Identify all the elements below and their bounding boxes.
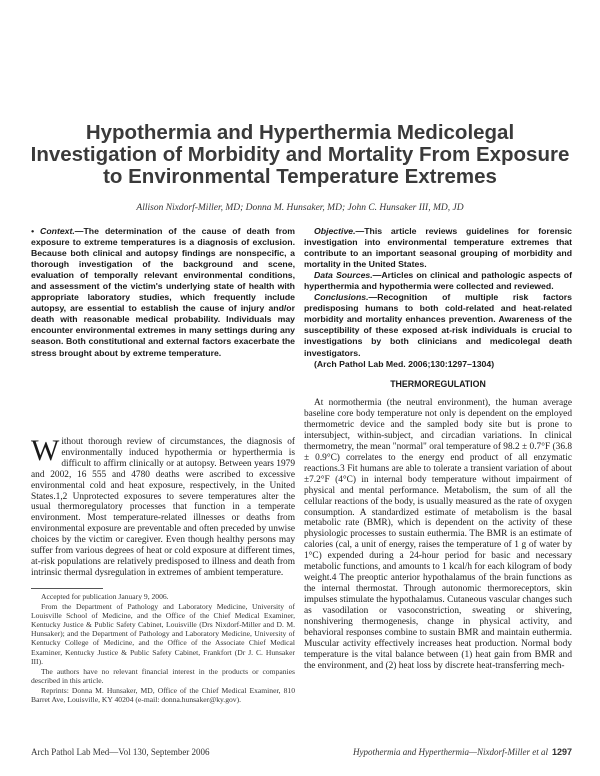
conclusions-label: Conclusions.—: [314, 292, 378, 303]
running-footer: [353, 747, 572, 757]
abstract-context: [31, 226, 295, 359]
title-line: Investigation of Morbidity and Mortality From Exposure: [30, 143, 570, 166]
drop-cap: W: [31, 434, 60, 467]
footnote-rule: [31, 588, 103, 589]
title-line: Hypothermia and Hyperthermia Medicolegal: [85, 121, 515, 144]
objective-label: Objective.—: [314, 226, 365, 236]
accepted-note: Accepted for publication January 9, 2006.: [41, 592, 169, 601]
article-title: [20, 122, 580, 188]
conflict-note: The authors have no relevant financial interest in the products or companies described in this article.: [31, 666, 295, 685]
author-list: Allison Nixdorf-Miller, MD; Donna M. Hunsaker, MD; John C. Hunsaker III, MD, JD: [136, 203, 464, 213]
conclusions-text: Recognition of multiple risk factors predisposing humans to both cold-related and heat-related morbidity and mortality enhances prevention. Awareness of the susceptibility of these exposed at-risk individuals is crucial to investigations by both clinicians and medicolegal death investigators.: [304, 292, 572, 358]
thermoregulation-body: [304, 398, 572, 672]
affiliation-note: From the Department of Pathology and Laboratory Medicine, University of Louisville School of Medicine, and the Office of the Chief Medical Examiner, Kentucky Justice & Public Safety Cabinet, Louisville (Drs Nixdorf-Miller and D. M. Hunsaker); and the Department of Pathology and Laboratory Medicine, University of Kentucky College of Medicine, and the Office of the Associate Chief Medical Examiner, Kentucky Justice & Public Safety Cabinet, Frankfort (Dr J. C. Hunsaker III).: [31, 602, 295, 666]
objective-text: This article reviews guidelines for forensic investigation into environmental temperature extremes that contribute to an important seasonal grouping of morbidity and mortality in the United States.: [304, 226, 572, 270]
intro-text: ithout thorough review of circumstances, the diagnosis of environmentally induced hypothermia or hyperthermia is difficult to affirm clinically or at autopsy. Between years 1979 and 2002, 16 555 and 4780 deaths were ascribed to excessive environmental cold and heat exposure, respectively, in the United States.1,2 Unprotected exposures to severe temperatures alter the usual thermoregulatory processes that function in a temperate environment. Most temperature-related illnesses or deaths from environmental exposure are preventable and often preceded by unwise choices by the victim or caregiver. Even though healthy persons may suffer from various degrees of heat or cold exposure at different times, at-risk populations are relatively predisposed to illness and death from intrinsic thermal dysregulation in extremes of ambient temperature.: [31, 437, 295, 578]
reprints-note: Reprints: Donna M. Hunsaker, MD, Office of the Chief Medical Examiner, 810 Barret Ave, Louisville, KY 40204 (e-mail: donna.hunsaker@ky.gov).: [31, 685, 295, 705]
intro-paragraph: [31, 434, 295, 579]
sources-label: Data Sources.—: [314, 270, 382, 281]
running-title: Hypothermia and Hyperthermia—Nixdorf-Miller et al: [352, 747, 548, 757]
citation: (Arch Pathol Lab Med. 2006;130:1297–1304): [314, 358, 495, 369]
section-heading: THERMOREGULATION: [390, 379, 486, 389]
sources-text: Articles on clinical and pathologic aspects of hyperthermia and hypothermia were collected and reviewed.: [304, 270, 572, 292]
context-text: The determination of the cause of death from exposure to extreme temperatures is a diagnosis of exclusion. Because both clinical and autopsy findings are nonspecific, a thorough investigation of the background and scene, evaluation of temporally relevant environmental conditions, and assessment of the victim's underlying state of health with appropriate laboratory studies, which frequently include autopsy, are essential to establish the cause of injury and/or death with reasonable medical probability. Individuals may encounter environmental extremes in many settings during any season. Both constitutional and external factors exacerbate the stress brought about by extreme temperature.: [31, 226, 295, 358]
context-label: • Context.—: [31, 226, 84, 236]
journal-footer: Arch Pathol Lab Med—Vol 130, September 2006: [31, 747, 210, 757]
thermo-paragraph: At normothermia (the neutral environment), the human average baseline core body temperature not only is dependent on the employed thermometric device and the sampled body site but is prone to intersubject, within-subject, and circadian variations. In clinical thermometry, the mean "normal" oral temperature of 98.2 ± 0.7°F (36.8 ± 0.9°C) correlates to the energy end product of all enzymatic reactions.3 Fit humans are able to tolerate a transient variation of about ±7.2°F (4°C) in internal body temperature without impairment of physical and mental performance. Metabolism, the sum of all the cellular reactions of the body, is usually measured as the rate of oxygen consumption. A standardized estimate of metabolism is the basal metabolic rate (BMR), which is dependent on the activity of these physiologic processes to sustain euthermia. The BMR is an estimate of calories (cal, a unit of energy, raises the temperature of 1 g of water by 1°C) expended during a 24-hour period for basic and necessary metabolic functions, and amounts to 1 kcal/h for each kilogram of body weight.4 The preoptic anterior hypothalamus of the brain functions as the internal thermostat. Through autonomic thermoreceptors, skin impulses stimulate the hypothalamus. Cutaneous vascular changes such as vasodilation or vasoconstriction, sweating or shivering, nonshivering thermogenesis, change in physical activity, and behavioral responses combine to sustain BMR and maintain euthermia. Muscular activity effectively increases heat production. Normal body temperature is the vital balance between (1) heat gain from BMR and the environment, and (2) heat loss by discrete heat-transferring mech-: [304, 398, 572, 671]
title-line: to Environmental Temperature Extremes: [103, 165, 497, 188]
abstract-continued: [304, 226, 572, 370]
footnotes: [31, 592, 295, 705]
page-number: 1297: [551, 747, 572, 757]
